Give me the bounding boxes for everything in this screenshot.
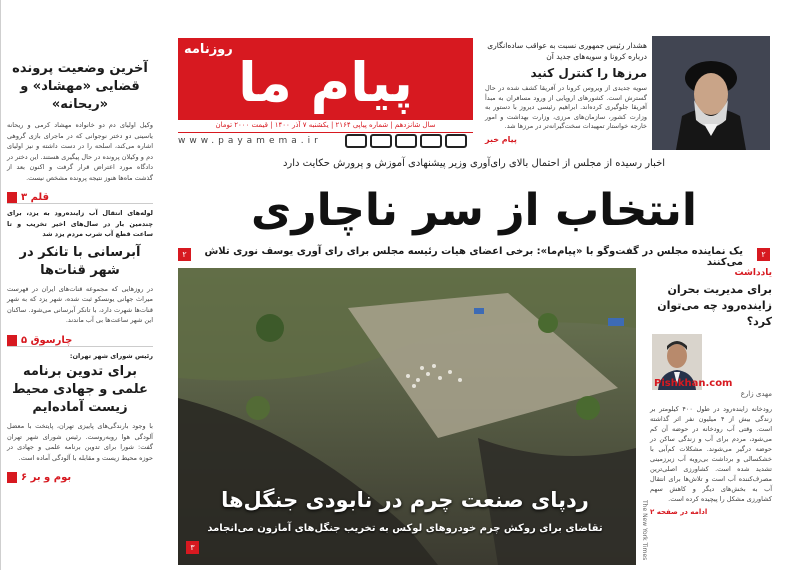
note-title[interactable]: برای مدیریت بحران زاینده‌رود چه می‌توان کرد؟ [657, 283, 772, 328]
photo-credit: The New York Times [641, 499, 648, 560]
left-story-3-title[interactable]: برای تدوین برنامه علمی و جهادی محیط زیست آماده‌ایم [12, 364, 148, 415]
portrait-photo [652, 36, 770, 150]
divider [7, 203, 153, 204]
top-news-title[interactable]: مرزها را کنترل کنید [530, 66, 647, 80]
left-story-2-title[interactable]: آبرسانی با تانکر در شهر قنات‌ها [19, 244, 141, 278]
main-headline[interactable]: انتخاب از سر ناچاری [251, 185, 697, 236]
left-story-2-kicker: لوله‌های انتقال آب زاینده‌رود به یزد، برای چندمین بار در سال‌های اخیر تخریب و تا ساعت قطع آب شرب مردم یزد شد [7, 209, 153, 238]
logo-boxes-icon [345, 134, 473, 148]
watermark: Pishkhan.com [654, 378, 733, 389]
note-kicker: یادداشت [734, 268, 772, 278]
top-news [485, 40, 647, 150]
logo-small-label: روزنامه [184, 42, 233, 57]
left-column [0, 0, 159, 570]
masthead-logo[interactable] [178, 38, 473, 120]
page-number-badge: ۲ [178, 248, 191, 261]
headline-kicker: اخبار رسیده از مجلس از احتمال بالای رای‌آوری وزیر پیشنهادی آموزش و پرورش حکایت دارد [282, 158, 666, 169]
left-story-2-tag[interactable]: چارسوق ۵ [7, 328, 153, 342]
deck-marker: ۲ [757, 248, 770, 261]
right-column [650, 268, 772, 568]
top-news-kicker: هشدار رئیس جمهوری نسبت به عواقب ساده‌انگاری درباره کرونا و سویه‌های جدید آن [487, 41, 647, 61]
left-story-3-kicker: رئیس شورای شهر تهران: [69, 351, 153, 360]
main-photo[interactable] [178, 268, 636, 565]
top-news-tag[interactable]: پیام خبر [485, 134, 517, 144]
logo-wordmark: پیام ما [178, 38, 473, 120]
left-story-1-body: وکیل اولیای دم دو خانواده مهشاد کرمی و ریحانه یاسینی دو دختر نوجوانی که در ماجرای بازی گروهی اشاره می‌کند، اسلحه را در دست داشته و نیز اولیای دم و وکیلان پرونده در حال پیگیری هستند. این دختر در دادگاه مورد اعتراض قرار گرفت و اکنون بعد از گذشت ماه‌ها هنوز نتیجه پرونده مشخص نیست. [7, 121, 153, 182]
top-news-body: سویه جدیدی از ویروس کرونا در آفریقا کشف شده در حال گسترش است. کشورهای اروپایی از ورود مسافران به مبدأ آفریقا جلوگیری کرده‌اند. ابراهیم رئیسی دیروز با دستور به وزارت کشور، سازمان‌های مرزی، وزارت بهداشت و امور خارجه خواستار تمهیدات سخت‌گیرانه‌تر در مرزها شد. [485, 84, 647, 130]
divider [7, 346, 153, 347]
photo-caption-subtitle: تقاضای برای روکش چرم خودروهای لوکس به تخریب جنگل‌های آمازون می‌انجامد [207, 523, 603, 534]
author-name: مهدی زارع [740, 390, 772, 398]
left-story-2-body: در روزهایی که مجموعه قنات‌های ایران در فهرست میراث جهانی یونسکو ثبت شده، شهر یزد که به شهر قنات‌ها شهرت دارد، با تانکر آبرسانی می‌شود. ساکنان این شهر ساعت‌ها بی آب ماندند. [7, 284, 153, 324]
left-story-1-tag[interactable]: قلم ۳ [7, 185, 153, 199]
photo-caption-title[interactable]: ردپای صنعت چرم در نابودی جنگل‌ها [221, 488, 589, 512]
page-number-badge: ۳ [186, 541, 199, 554]
issue-line: سال شانزدهم | شماره پیاپی ۲۱۶۴ | یکشنبه ۷ آذر ۱۴۰۰ | قیمت ۲۰۰۰ تومان [178, 118, 473, 133]
website-url[interactable]: www.payamema.ir [178, 136, 322, 146]
note-body: رودخانه زاینده‌رود در طول ۴۰۰ کیلومتر بر زندگی بیش از ۴ میلیون نفر اثر گذاشته است. وقتی آب رودخانه در حوضه آن کم می‌شود، مردم برای آب و زندگی ساکن در حوضه درگیر می‌شوند. مشکلات کم‌آبی با خشکسالی و برداشت بی‌رویه آب زیرزمینی تشدید شده است. کشاورزی اصلی‌ترین مصرف‌کننده آب است و تلاش‌ها برای انتقال آب به بخش‌های دیگر و کاهش سهم کشاورزی مشکل را پیچیده کرده است. [650, 405, 773, 503]
headline-deck: یک نماینده مجلس در گفت‌وگو با «پیام‌ما»: برخی اعضای هیات رئیسه مجلس برای رای آوری یوسف نوری تلاش می‌کنند [204, 246, 743, 268]
left-story-3-tag[interactable]: بوم و بر ۶ [7, 465, 153, 479]
continue-link[interactable]: ادامه در صفحه ۲ [650, 508, 708, 516]
left-story-1-title[interactable]: آخرین وضعیت پرونده قضایی «مهشاد» و «ریحانه» [12, 61, 148, 112]
left-story-3-body: با وجود بارندگی‌های پاییزی تهران، پایتخت با معضل آلودگی هوا روبه‌روست. رئیس شورای شهر تهران گفت: شورا برای تدوین برنامه علمی و جهادی در حوزه محیط زیست و مقابله با آلودگی آماده است. [7, 422, 153, 462]
